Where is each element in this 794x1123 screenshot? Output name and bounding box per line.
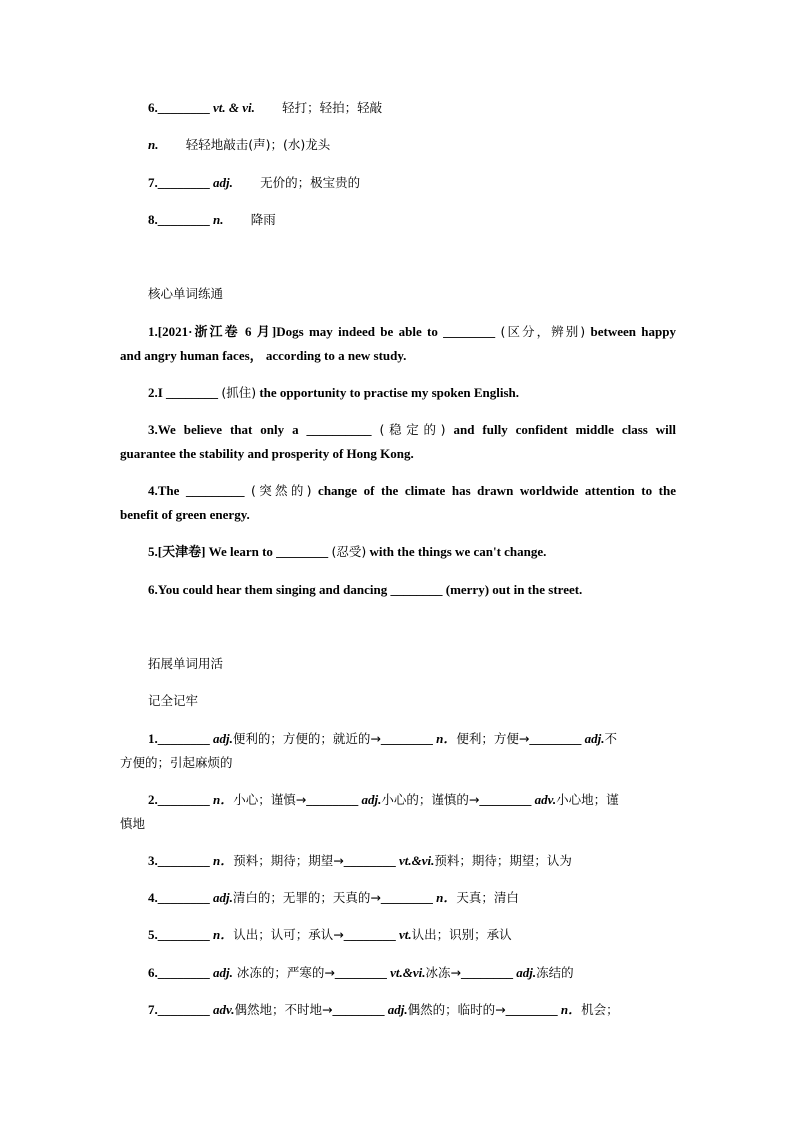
- expand-item-5: 5.________ n．认出；认可；承认→________ vt.认出；识别；承认: [148, 927, 512, 942]
- practice-item-4-line1: 4.The _________ (突然的) change of the climate has drawn worldwide attention to the: [148, 483, 676, 498]
- expand-item-6: 6.________ adj. 冰冻的；严寒的→________ vt.&vi.冰冻→________ adj.冻结的: [148, 965, 574, 980]
- section-title-expand-words: 拓展单词用活: [148, 656, 224, 671]
- practice-item-1-line1: 1.[2021·浙江卷 6 月]Dogs may indeed be able to ________ (区分，辨别) between happy: [148, 324, 676, 339]
- expand-item-2-line1: 2.________ n．小心；谨慎→________ adj.小心的；谨慎的→________ adv.小心地；谨: [148, 792, 619, 807]
- section-subtitle: 记全记牢: [148, 693, 199, 708]
- expand-item-2-line2: 慎地: [120, 816, 146, 831]
- practice-item-5: 5.[天津卷] We learn to ________ (忍受) with the things we can't change.: [148, 544, 547, 559]
- expand-item-3: 3.________ n．预料；期待；期望→________ vt.&vi.预料；期待；期望；认为: [148, 853, 572, 868]
- practice-item-4-line2: benefit of green energy.: [120, 507, 250, 522]
- practice-item-6: 6.You could hear them singing and dancing ________ (merry) out in the street.: [148, 582, 583, 597]
- vocab-item-6: 6.________ vt. & vi. 轻打；轻拍；轻敲: [148, 100, 383, 115]
- section-title-core-words: 核心单词练通: [148, 286, 224, 301]
- expand-item-7: 7.________ adv.偶然地；不时地→________ adj.偶然的；临时的→________ n．机会；: [148, 1002, 619, 1017]
- practice-item-1-line2: and angry human faces， according to a new study.: [120, 348, 407, 363]
- vocab-item-8: 8.________ n. 降雨: [148, 212, 276, 227]
- vocab-item-7: 7.________ adj. 无价的；极宝贵的: [148, 175, 361, 190]
- expand-item-4: 4.________ adj.清白的；无罪的；天真的→________ n．天真；清白: [148, 890, 519, 905]
- expand-item-1-line1: 1.________ adj.便利的；方便的；就近的→________ n．便利；方便→________ adj.不: [148, 731, 617, 746]
- practice-item-2: 2.I ________ (抓住) the opportunity to practise my spoken English.: [148, 385, 519, 400]
- expand-item-1-line2: 方便的；引起麻烦的: [120, 755, 233, 770]
- vocab-item-6-noun: n. 轻轻地敲击(声)；(水)龙头: [148, 137, 331, 152]
- practice-item-3-line2: guarantee the stability and prosperity of Hong Kong.: [120, 446, 414, 461]
- practice-item-3-line1: 3.We believe that only a __________ (稳定的) and fully confident middle class will: [148, 422, 677, 437]
